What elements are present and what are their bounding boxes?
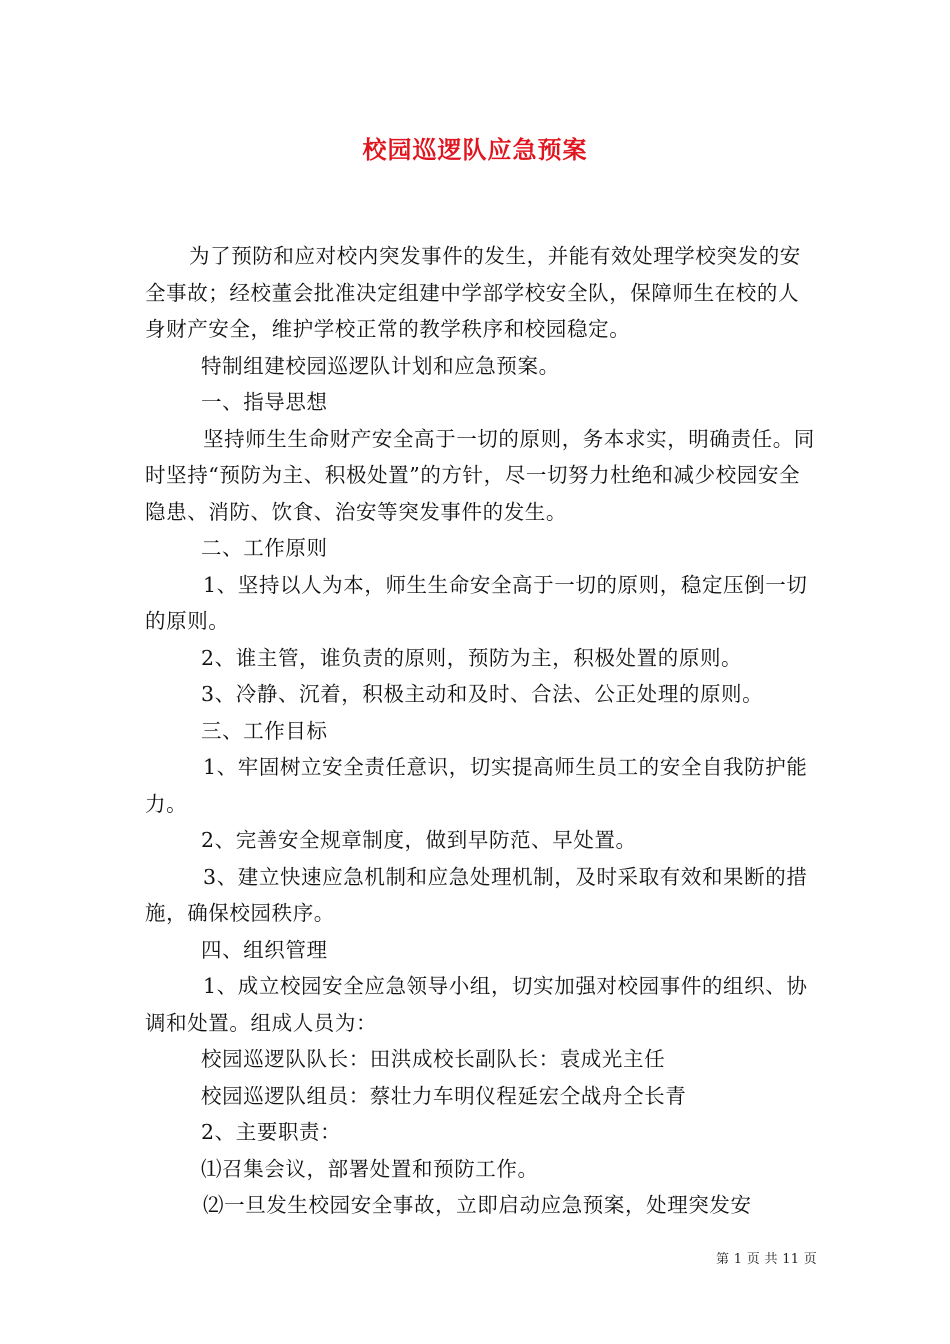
page-number: 第 1 页 共 11 页 xyxy=(716,1252,818,1267)
section-heading-organization: 四、组织管理 xyxy=(201,937,328,962)
team-members: 校园巡逻队组员：蔡壮力车明仪程延宏仝战舟仝长青 xyxy=(201,1083,687,1108)
list-item: ⑵一旦发生校园安全事故，立即启动应急预案，处理突发安 xyxy=(203,1193,752,1217)
section-heading-goals: 三、工作目标 xyxy=(201,718,328,743)
section-heading-guiding: 一、指导思想 xyxy=(201,390,328,414)
document-body xyxy=(145,238,815,1224)
list-item: 2、谁主管，谁负责的原则，预防为主，积极处置的原则。 xyxy=(201,645,743,670)
paragraph-guiding: 坚持师生生命财产安全高于一切的原则，务本求实，明确责任。同时坚持“预防为主、积极处置”的方针，尽一切努力杜绝和减少校园安全隐患、消防、饮食、治安等突发事件的发生。 xyxy=(145,426,815,524)
list-item: 2、完善安全规章制度，做到早防范、早处置。 xyxy=(201,828,637,852)
list-item: 1、成立校园安全应急领导小组，切实加强对校园事件的组织、协调和处置。组成人员为： xyxy=(145,974,808,1035)
document-title: 校园巡逻队应急预案 xyxy=(362,135,588,164)
paragraph-intro: 为了预防和应对校内突发事件的发生，并能有效处理学校突发的安全事故；经校董会批准决定组建中学部学校安全队，保障师生在校的人身财产安全，维护学校正常的教学秩序和校园稳定。 xyxy=(145,244,801,341)
list-item: 1、坚持以人为本，师生生命安全高于一切的原则，稳定压倒一切的原则。 xyxy=(145,572,808,633)
list-item: 3、冷静、沉着，积极主动和及时、合法、公正处理的原则。 xyxy=(201,682,764,706)
team-leaders: 校园巡逻队队长：田洪成校长副队长：袁成光主任 xyxy=(201,1047,666,1071)
list-item: 3、建立快速应急机制和应急处理机制，及时采取有效和果断的措施，确保校园秩序。 xyxy=(145,864,808,925)
list-item: ⑴召集会议，部署处置和预防工作。 xyxy=(201,1156,539,1181)
section-heading-principles: 二、工作原则 xyxy=(201,536,328,560)
list-item: 1、牢固树立安全责任意识，切实提高师生员工的安全自我防护能力。 xyxy=(145,755,808,816)
paragraph-plan: 特制组建校园巡逻队计划和应急预案。 xyxy=(201,353,560,378)
list-item: 2、主要职责： xyxy=(201,1120,342,1144)
